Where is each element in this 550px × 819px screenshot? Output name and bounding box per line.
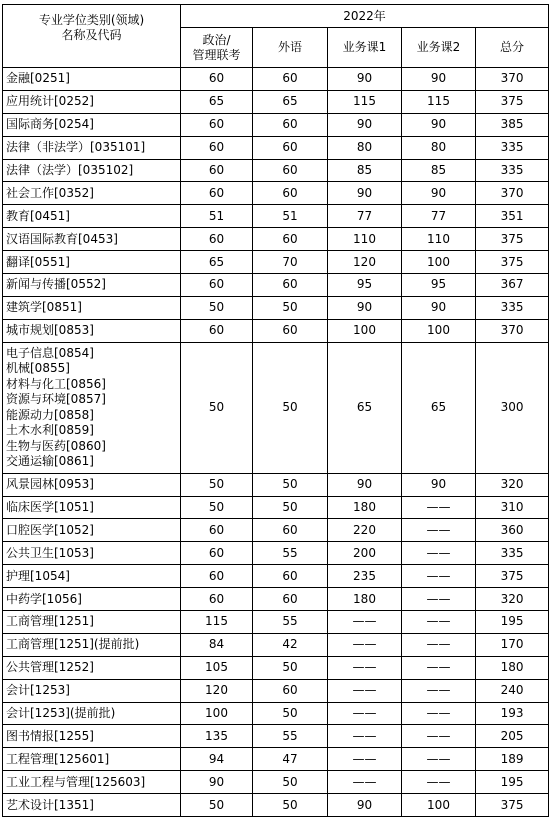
score-cell: 375 — [476, 90, 549, 113]
score-cell: 375 — [476, 565, 549, 588]
score-cell: 115 — [181, 611, 253, 634]
category-name-cell: 图书情报[1255] — [3, 725, 181, 748]
table-row — [3, 633, 549, 656]
category-name-cell: 金融[0251] — [3, 68, 181, 91]
score-cell: 60 — [253, 319, 328, 342]
score-cell: 50 — [253, 794, 328, 817]
score-cell: 60 — [181, 588, 253, 611]
table-row — [3, 113, 549, 136]
score-cell: 60 — [181, 542, 253, 565]
score-cell: 60 — [253, 68, 328, 91]
score-cell: 60 — [253, 679, 328, 702]
group-names-cell — [3, 342, 181, 473]
table-row — [3, 274, 549, 297]
group-name: 土木水利[0859] — [6, 423, 94, 438]
score-cell: 90 — [402, 182, 476, 205]
score-cell: 110 — [402, 228, 476, 251]
score-cell: 205 — [476, 725, 549, 748]
score-cell: 60 — [181, 519, 253, 542]
category-name-cell: 中药学[1056] — [3, 588, 181, 611]
score-cell: 70 — [253, 251, 328, 274]
score-cell: 60 — [181, 182, 253, 205]
category-name-cell: 社会工作[0352] — [3, 182, 181, 205]
score-cell: 60 — [181, 113, 253, 136]
group-name: 资源与环境[0857] — [6, 392, 106, 407]
score-cell: 115 — [402, 90, 476, 113]
score-cell: 90 — [402, 113, 476, 136]
score-cell: 60 — [253, 588, 328, 611]
category-name-cell: 建筑学[0851] — [3, 296, 181, 319]
score-cell: 50 — [181, 296, 253, 319]
score-cell: —— — [402, 702, 476, 725]
table-body-group — [3, 342, 549, 473]
score-cell: 90 — [328, 473, 402, 496]
score-cell: 60 — [181, 136, 253, 159]
score-cell: 335 — [476, 296, 549, 319]
score-cell: 77 — [328, 205, 402, 228]
score-cell: 360 — [476, 519, 549, 542]
group-name: 生物与医药[0860] — [6, 438, 106, 453]
score-cell: 90 — [328, 182, 402, 205]
score-cell: 375 — [476, 794, 549, 817]
score-cell: 50 — [181, 794, 253, 817]
header-politics: 政治/ 管理联考 — [181, 28, 253, 68]
score-cell: —— — [328, 748, 402, 771]
score-cell: 50 — [253, 296, 328, 319]
score-cell: 367 — [476, 274, 549, 297]
group-name: 材料与化工[0856] — [6, 376, 106, 391]
score-cell: 51 — [181, 205, 253, 228]
category-name-cell: 会计[1253] — [3, 679, 181, 702]
group-name: 交通运输[0861] — [6, 454, 94, 469]
score-cell: 84 — [181, 633, 253, 656]
score-cell: 100 — [402, 251, 476, 274]
score-cell: 90 — [181, 771, 253, 794]
score-cell: 105 — [181, 656, 253, 679]
category-name-cell: 工业工程与管理[125603] — [3, 771, 181, 794]
score-cell: 351 — [476, 205, 549, 228]
score-cell: 65 — [181, 251, 253, 274]
score-cell: —— — [328, 725, 402, 748]
group-name: 电子信息[0854] — [6, 345, 94, 360]
score-cell: —— — [402, 656, 476, 679]
header-category-line2: 名称及代码 — [61, 28, 122, 42]
table-row — [3, 496, 549, 519]
table-row — [3, 702, 549, 725]
category-name-cell: 工程管理[125601] — [3, 748, 181, 771]
score-cell: 110 — [328, 228, 402, 251]
score-cell: 60 — [253, 182, 328, 205]
score-cell: 220 — [328, 519, 402, 542]
score-cell: 90 — [328, 794, 402, 817]
header-year: 2022年 — [181, 5, 549, 28]
score-cell: 120 — [181, 679, 253, 702]
table-row — [3, 296, 549, 319]
category-name-cell: 公共卫生[1053] — [3, 542, 181, 565]
score-cell: 90 — [328, 68, 402, 91]
table-body-upper — [3, 68, 549, 343]
score-cell: 60 — [253, 159, 328, 182]
score-cell: —— — [328, 702, 402, 725]
score-cell: 370 — [476, 319, 549, 342]
table-row — [3, 679, 549, 702]
score-cell: 180 — [328, 588, 402, 611]
table-row — [3, 794, 549, 817]
score-cell: 85 — [328, 159, 402, 182]
table-body-lower — [3, 473, 549, 816]
score-cell: 55 — [253, 725, 328, 748]
score-cell: 320 — [476, 473, 549, 496]
score-cell: —— — [402, 748, 476, 771]
table-row — [3, 68, 549, 91]
score-cell: 60 — [253, 565, 328, 588]
score-cell: 195 — [476, 771, 549, 794]
score-cell: 94 — [181, 748, 253, 771]
score-cell: 60 — [181, 228, 253, 251]
score-cell: 60 — [253, 274, 328, 297]
score-cell: —— — [328, 611, 402, 634]
score-cell: 50 — [253, 473, 328, 496]
category-name-cell: 法律（非法学）[035101] — [3, 136, 181, 159]
score-cell: 50 — [181, 473, 253, 496]
category-name-cell: 艺术设计[1351] — [3, 794, 181, 817]
score-cell: 95 — [328, 274, 402, 297]
score-cell: 60 — [181, 319, 253, 342]
score-cell: 320 — [476, 588, 549, 611]
table-row — [3, 725, 549, 748]
score-cell: 95 — [402, 274, 476, 297]
score-cell: 120 — [328, 251, 402, 274]
table-row — [3, 542, 549, 565]
table-row — [3, 159, 549, 182]
category-name-cell: 风景园林[0953] — [3, 473, 181, 496]
score-cell: 193 — [476, 702, 549, 725]
score-cell: —— — [402, 725, 476, 748]
score-cell: 240 — [476, 679, 549, 702]
score-cell: 80 — [402, 136, 476, 159]
score-cell: 60 — [253, 228, 328, 251]
score-cell: —— — [328, 633, 402, 656]
score-cell: 100 — [402, 794, 476, 817]
score-cell: 60 — [253, 519, 328, 542]
table-row — [3, 90, 549, 113]
score-cell: 90 — [402, 68, 476, 91]
header-category-name — [3, 5, 181, 68]
table-row — [3, 748, 549, 771]
score-cell: 385 — [476, 113, 549, 136]
score-cell: 60 — [181, 274, 253, 297]
score-cell: 335 — [476, 542, 549, 565]
score-cell: 65 — [402, 342, 476, 473]
score-cell: 50 — [253, 656, 328, 679]
table-row — [3, 473, 549, 496]
table-row — [3, 205, 549, 228]
score-cell: 50 — [253, 496, 328, 519]
table-row — [3, 771, 549, 794]
group-name: 机械[0855] — [6, 361, 70, 376]
header-total: 总分 — [476, 28, 549, 68]
score-cell: 170 — [476, 633, 549, 656]
score-cell: 55 — [253, 542, 328, 565]
category-name-cell: 应用统计[0252] — [3, 90, 181, 113]
score-cell: 100 — [402, 319, 476, 342]
table-row — [3, 588, 549, 611]
score-cell: —— — [328, 771, 402, 794]
table-row — [3, 656, 549, 679]
score-cell: 50 — [253, 771, 328, 794]
table-row — [3, 182, 549, 205]
score-cell: 60 — [181, 68, 253, 91]
table-row — [3, 251, 549, 274]
score-cell: —— — [328, 656, 402, 679]
score-table — [2, 4, 549, 817]
header-foreign-language: 外语 — [253, 28, 328, 68]
category-name-cell: 口腔医学[1052] — [3, 519, 181, 542]
score-cell: —— — [402, 519, 476, 542]
header-course-1: 业务课1 — [328, 28, 402, 68]
score-cell: 55 — [253, 611, 328, 634]
score-cell: 195 — [476, 611, 549, 634]
table-row — [3, 136, 549, 159]
score-cell: 50 — [253, 342, 328, 473]
score-cell: 77 — [402, 205, 476, 228]
table-row — [3, 319, 549, 342]
table-row — [3, 519, 549, 542]
category-name-cell: 国际商务[0254] — [3, 113, 181, 136]
score-cell: 100 — [181, 702, 253, 725]
header-category-line1: 专业学位类别(领域) — [38, 13, 145, 27]
category-name-cell: 护理[1054] — [3, 565, 181, 588]
score-cell: 180 — [476, 656, 549, 679]
category-name-cell: 新闻与传播[0552] — [3, 274, 181, 297]
category-name-cell: 工商管理[1251](提前批) — [3, 633, 181, 656]
score-cell: 50 — [253, 702, 328, 725]
score-cell: 235 — [328, 565, 402, 588]
score-cell: 50 — [181, 342, 253, 473]
category-name-cell: 汉语国际教育[0453] — [3, 228, 181, 251]
score-cell: 335 — [476, 159, 549, 182]
table-row — [3, 565, 549, 588]
category-name-cell: 翻译[0551] — [3, 251, 181, 274]
score-cell: —— — [402, 633, 476, 656]
score-cell: 310 — [476, 496, 549, 519]
category-name-cell: 教育[0451] — [3, 205, 181, 228]
score-cell: 85 — [402, 159, 476, 182]
score-cell: —— — [402, 542, 476, 565]
score-cell: 115 — [328, 90, 402, 113]
score-cell: 47 — [253, 748, 328, 771]
header-course-2: 业务课2 — [402, 28, 476, 68]
score-cell: —— — [402, 588, 476, 611]
score-cell: 180 — [328, 496, 402, 519]
score-cell: 51 — [253, 205, 328, 228]
score-cell: 370 — [476, 182, 549, 205]
score-cell: 100 — [328, 319, 402, 342]
score-cell: —— — [402, 771, 476, 794]
score-cell: —— — [402, 611, 476, 634]
score-cell: 90 — [328, 296, 402, 319]
score-cell: —— — [402, 496, 476, 519]
table-row — [3, 611, 549, 634]
score-cell: 375 — [476, 251, 549, 274]
table-row — [3, 228, 549, 251]
score-cell: —— — [402, 565, 476, 588]
score-cell: —— — [328, 679, 402, 702]
score-cell: 65 — [328, 342, 402, 473]
score-cell: 90 — [402, 473, 476, 496]
category-name-cell: 会计[1253](提前批) — [3, 702, 181, 725]
score-cell: 42 — [253, 633, 328, 656]
score-cell: 60 — [253, 136, 328, 159]
score-cell: 300 — [476, 342, 549, 473]
score-cell: 370 — [476, 68, 549, 91]
score-cell: 135 — [181, 725, 253, 748]
score-cell: 200 — [328, 542, 402, 565]
score-cell: 50 — [181, 496, 253, 519]
score-cell: 60 — [181, 565, 253, 588]
category-name-cell: 工商管理[1251] — [3, 611, 181, 634]
score-cell: —— — [402, 679, 476, 702]
category-name-cell: 公共管理[1252] — [3, 656, 181, 679]
score-cell: 375 — [476, 228, 549, 251]
group-name: 能源动力[0858] — [6, 407, 94, 422]
score-cell: 60 — [253, 113, 328, 136]
table-row-engineering-group — [3, 342, 549, 473]
category-name-cell: 临床医学[1051] — [3, 496, 181, 519]
score-cell: 65 — [253, 90, 328, 113]
score-cell: 335 — [476, 136, 549, 159]
score-cell: 90 — [328, 113, 402, 136]
category-name-cell: 法律（法学）[035102] — [3, 159, 181, 182]
score-cell: 60 — [181, 159, 253, 182]
category-name-cell: 城市规划[0853] — [3, 319, 181, 342]
score-cell: 80 — [328, 136, 402, 159]
score-cell: 90 — [402, 296, 476, 319]
score-cell: 65 — [181, 90, 253, 113]
score-cell: 189 — [476, 748, 549, 771]
